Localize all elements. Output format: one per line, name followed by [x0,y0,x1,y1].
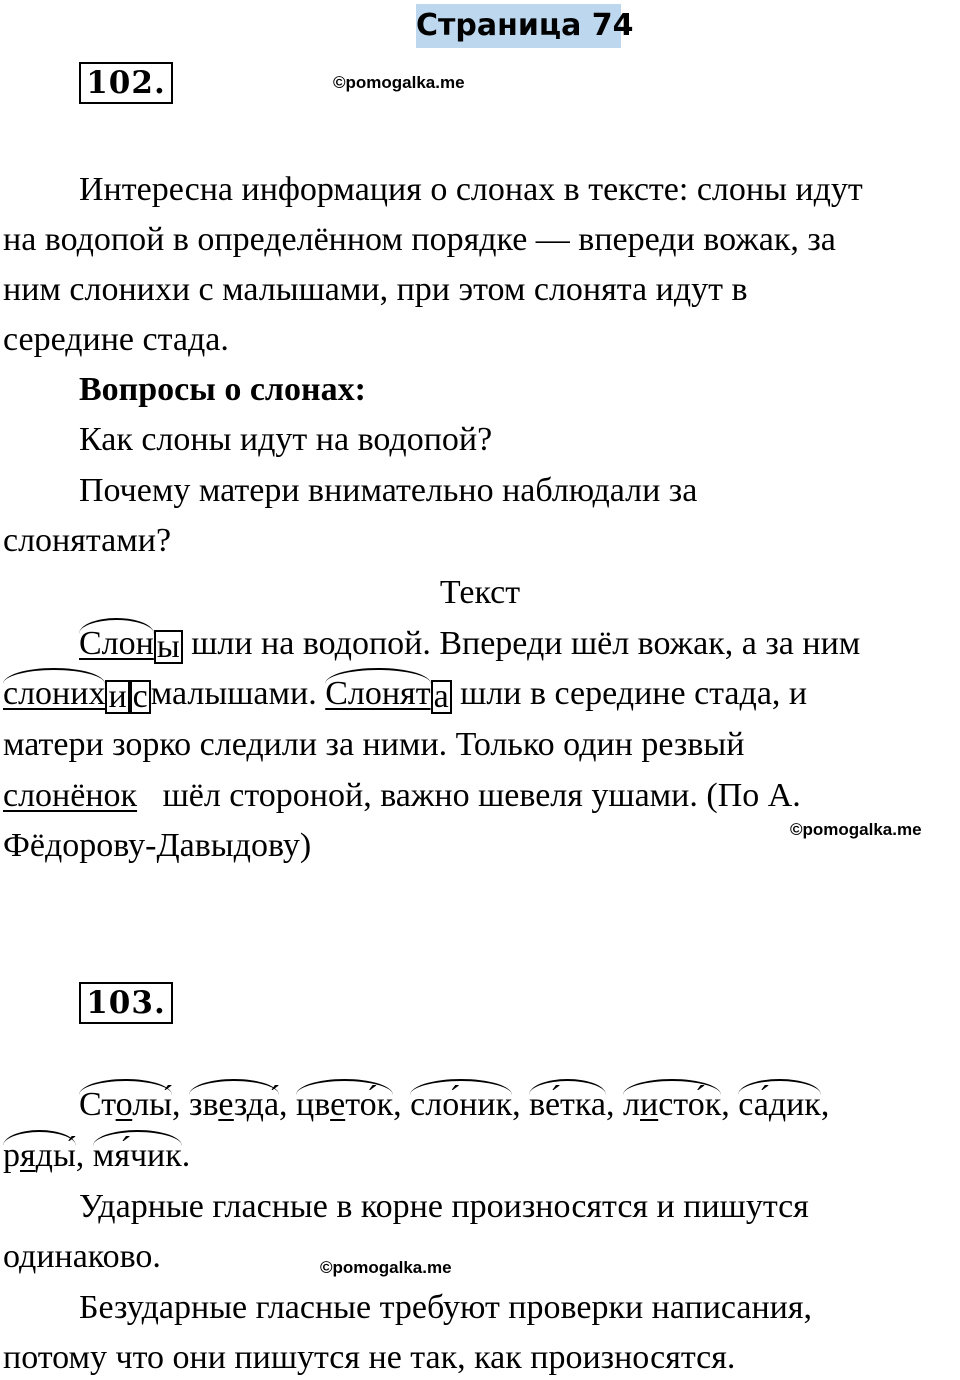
text-line-5: Фёдорову-Давыдову) [3,827,312,864]
intro-line-2: на водопой в определённом порядке — впереди вожак, за [3,221,836,258]
word-with-root: Столы́ [79,1086,173,1123]
task-number-103: 103. [79,982,173,1024]
watermark: ©pomogalka.me [790,820,922,839]
word-with-root: ряды́ [3,1137,76,1174]
para-1-line-1: Ударные гласные в корне произносятся и пишутся [79,1188,809,1225]
intro-line-3: ним слонихи с малышами, при этом слонята идут в [3,271,748,308]
word-with-root: мя́чик [92,1137,182,1174]
ending-box: а [431,680,452,714]
word-with-root: ве́тка [529,1086,607,1123]
text-segment: малышами. [150,675,326,712]
watermark: ©pomogalka.me [333,73,465,92]
intro-line-4: середине стада. [3,321,229,358]
task-number-102: 102. [79,62,173,104]
root-mark: Слон [79,625,154,662]
question-2: Почему матери внимательно наблюдали за [79,472,698,509]
root-mark: Слонят [325,675,431,712]
para-2-line-2: потому что они пишутся не так, как произносятся. [3,1339,736,1376]
text-line-4 [3,776,801,816]
word-with-root: звезда́ [189,1086,280,1123]
para-1-line-2: одинаково. [3,1238,161,1275]
word-with-root: листо́к [623,1086,722,1123]
question-2-cont: слонятами? [3,522,172,559]
text-segment: шёл стороной, важно шевеля ушами. (По А. [137,777,801,814]
text-segment: шли в середине стада, и [451,675,808,712]
text-segment: шли на водопой. Впереди шёл вожак, а за ним [182,625,861,662]
text-line-2 [3,674,807,714]
word-with-root: са́дик [738,1086,821,1123]
text-line-3: матери зорко следили за ними. Только один резвый [3,726,745,763]
intro-line-1: Интересна информация о слонах в тексте: слоны идут [79,171,863,208]
questions-title: Вопросы о слонах: [79,371,366,408]
preposition-box: с [130,680,151,714]
root-mark: слоних [3,675,106,712]
text-title: Текст [439,574,521,611]
para-2-line-1: Безударные гласные требуют проверки написания, [79,1289,813,1326]
ending-box: ы [154,630,183,664]
subject-underline: слонёнок [3,777,138,814]
text-line-1 [79,624,860,664]
question-1: Как слоны идут на водопой? [79,421,493,458]
page-title: Страница 74 [416,4,621,48]
watermark: ©pomogalka.me [320,1258,452,1277]
ending-box: и [105,680,129,714]
words-line-1: Столы́, звезда́, цвето́к, сло́ник, ве́тка, листо́к, са́дик, [79,1086,830,1123]
words-line-2: ряды́, мя́чик. [3,1137,191,1174]
word-with-root: сло́ник [410,1086,513,1123]
word-with-root: цвето́к [296,1086,394,1123]
